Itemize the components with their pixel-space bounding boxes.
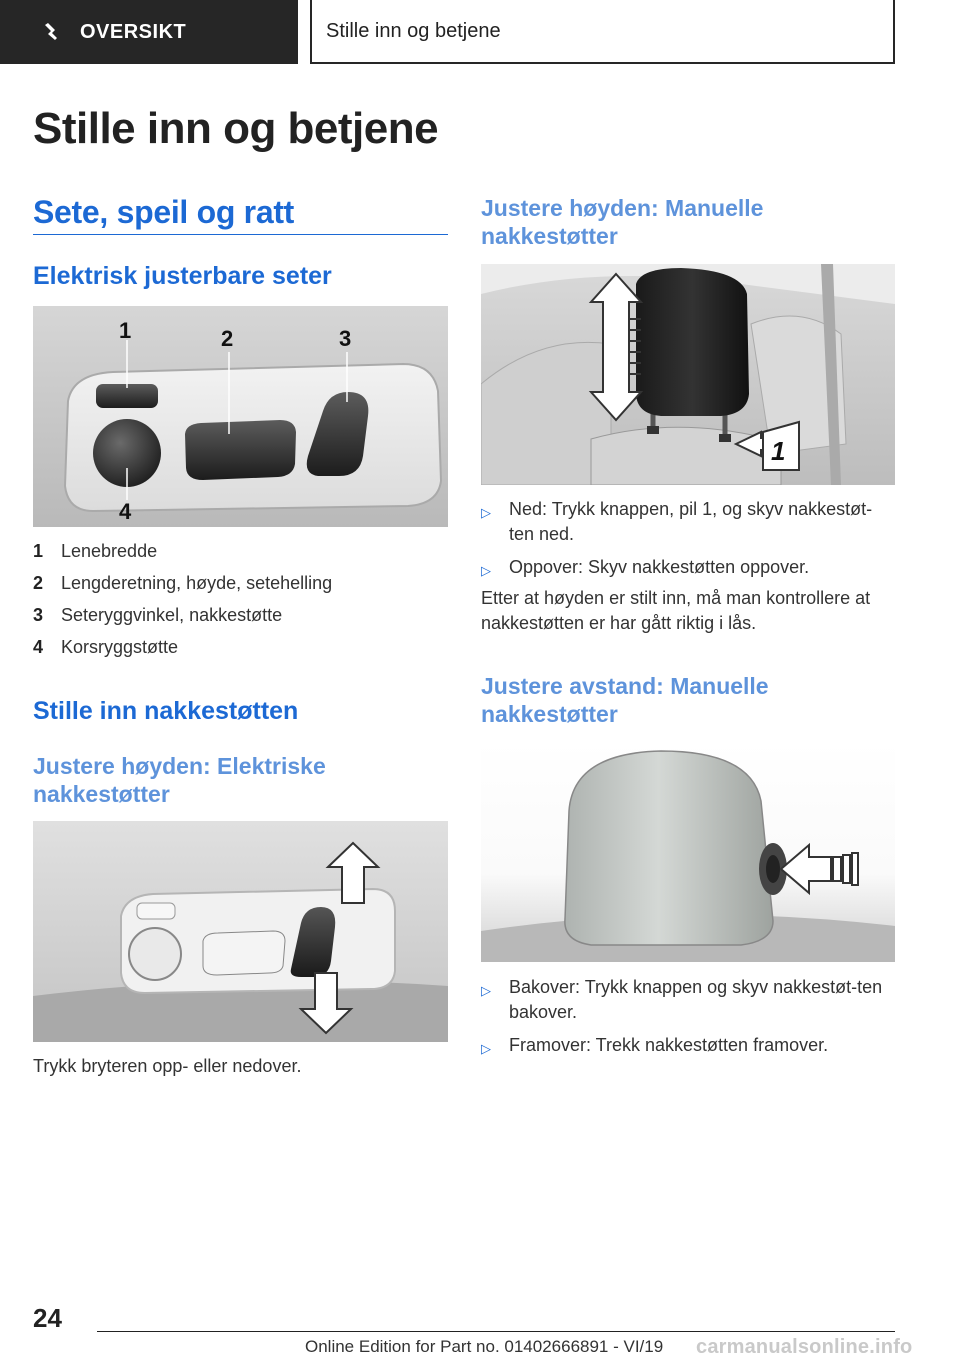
sub-heading-manual-height: Justere høyden: Manuelle nakkestøtter — [481, 195, 764, 249]
list-item: ▷ Oppover: Skyv nakkestøtten oppover. — [481, 555, 895, 583]
fig1-callout-4: 4 — [119, 499, 132, 524]
fig1-callout-2: 2 — [221, 326, 234, 351]
manual-headrest-distance-figure — [481, 741, 895, 962]
list-item: 1 Lenebredde — [33, 540, 158, 561]
manual-headrest-height-figure — [481, 264, 895, 485]
breadcrumb-label: Stille inn og betjene — [326, 19, 501, 42]
list-item: 4 Korsryggstøtte — [33, 636, 179, 657]
page-number: 24 — [33, 1303, 62, 1333]
list-item: 3 Seteryggvinkel, nakkestøtte — [33, 604, 283, 625]
sub-heading-headrest: Stille inn nakkestøtten — [33, 697, 299, 725]
manual-distance-steps — [481, 975, 895, 1069]
triangle-bullet-icon: ▷ — [481, 983, 491, 998]
watermark: carmanualsonline.info — [696, 1336, 913, 1358]
header-section-tab[interactable] — [0, 0, 298, 64]
page-title: Stille inn og betjene — [33, 104, 439, 153]
headrest-switch-caption: Trykk bryteren opp- eller nedover. — [33, 1056, 302, 1076]
footer-rule — [97, 1331, 895, 1332]
fig1-callout-1: 1 — [119, 318, 132, 343]
section-heading: Sete, speil og ratt — [33, 194, 295, 230]
triangle-bullet-icon: ▷ — [481, 563, 491, 578]
list-item: ▷ Framover: Trekk nakkestøtten framover. — [481, 1033, 895, 1061]
list-item: 2 Lengderetning, høyde, setehelling — [33, 572, 333, 593]
header-section-label: OVERSIKT — [80, 20, 187, 43]
list-item: ▷ Bakover: Trykk knappen og skyv nakkestøt-ten bakover. — [481, 975, 895, 1025]
fig1-callout-3: 3 — [339, 326, 352, 351]
height-lock-note: Etter at høyden er stilt inn, må man kontrollere at nakkestøtten er har gått riktig i lås. — [481, 588, 871, 633]
car-seat-icon — [42, 22, 62, 42]
sub-heading-electric-seats: Elektrisk justerbare seter — [33, 262, 332, 290]
seat-controls-legend — [33, 535, 448, 663]
sub-heading-manual-distance: Justere avstand: Manuelle nakkestøtter — [481, 673, 769, 727]
sub-heading-electric-headrest: Justere høyden: Elektriske nakkestøtter — [33, 753, 326, 807]
list-item: ▷ Ned: Trykk knappen, pil 1, og skyv nakkestøt-ten ned. — [481, 497, 895, 547]
fig3-callout-1: 1 — [771, 436, 786, 466]
manual-height-steps — [481, 497, 895, 591]
triangle-bullet-icon: ▷ — [481, 1041, 491, 1056]
seat-controls-figure — [33, 306, 448, 527]
header-breadcrumb[interactable] — [310, 0, 895, 64]
triangle-bullet-icon: ▷ — [481, 505, 491, 520]
footer-edition: Online Edition for Part no. 01402666891 - VI/19 — [305, 1337, 664, 1356]
headrest-switch-figure — [33, 821, 448, 1042]
section-rule — [33, 234, 448, 235]
